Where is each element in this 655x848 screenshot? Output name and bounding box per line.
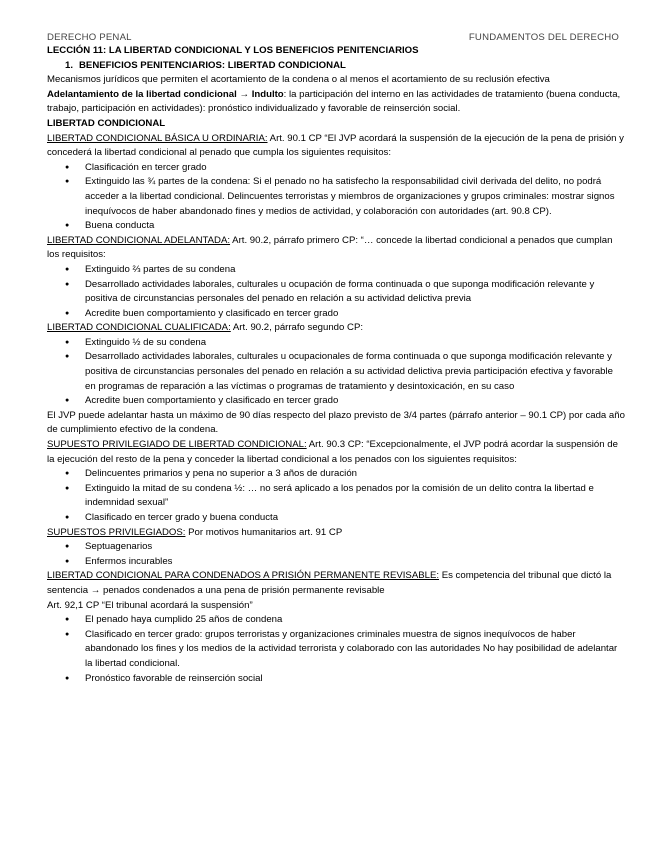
cualificada-label: LIBERTAD CONDICIONAL CUALIFICADA: — [47, 322, 231, 334]
list-item: ● Desarrollado actividades laborales, culturales u ocupación de forma continuada o que suponga modificación relevante y positiva de circunstancias personales del penado en relación a su actividad delictiva previa — [47, 278, 625, 307]
list-item: ● Extinguido ½ de su condena — [47, 336, 625, 351]
list-item: ● Enfermos incurables — [47, 555, 625, 570]
adelantada-paragraph — [47, 234, 625, 263]
adelantamiento-text: : la participación del interno en las actividades de tratamiento (buena conducta, trabajo, participación en actividades): pronóstico individualizado y favorable de reinserción social. — [47, 88, 621, 115]
permanente-article: Art. 92,1 CP “El tribunal acordará la suspensión” — [47, 599, 253, 611]
basica-text: Art. 90.1 CP “El JVP acordará la suspensión de la ejecución de la pena de prisión y concederá la libertad condicional al penado que cumpla los siguientes requisitos: — [47, 132, 624, 159]
list-item: ● Extinguido la mitad de su condena ½: … no será aplicado a los penados por la comisión de un delito contra la libertad e indemnidad sexual” — [47, 482, 625, 511]
list-item: ● Acredite buen comportamiento y clasificado en tercer grado — [47, 394, 625, 409]
adelantamiento-paragraph — [47, 88, 625, 117]
intro-paragraph: Mecanismos jurídicos que permiten el acortamiento de la condena o al menos el acortamiento de su reclusión efectiva — [47, 74, 550, 86]
list-item: ● Clasificado en tercer grado y buena conducta — [47, 511, 625, 526]
list-item: ● Clasificación en tercer grado — [47, 161, 625, 176]
supuesto-list — [47, 467, 625, 525]
adelantada-text: Art. 90.2, párrafo primero CP: “… concede la libertad condicional a penados que cumplan los requisitos: — [47, 234, 613, 261]
adelantada-list — [47, 263, 625, 321]
basica-list — [47, 161, 625, 234]
list-item: ● El penado haya cumplido 25 años de condena — [47, 613, 625, 628]
jvp-note: El JVP puede adelantar hasta un máximo de 90 días respecto del plazo previsto de 3/4 partes (párrafo anterior – 90.1 CP) por cada año de cumplimiento efectivo de la condena. — [47, 409, 625, 436]
section-heading — [47, 59, 625, 74]
supuesto-paragraph — [47, 438, 625, 467]
list-item: ● Acredite buen comportamiento y clasificado en tercer grado — [47, 307, 625, 322]
basica-paragraph — [47, 132, 625, 161]
supuestos-paragraph — [47, 526, 625, 541]
supuestos-text: Por motivos humanitarios art. 91 CP — [185, 526, 343, 538]
list-item: ● Desarrollado actividades laborales, culturales u ocupacionales de forma continuada o que suponga modificación relevante y positiva de circunstancias personales del penado en relación a su actividad delictiva previa participación efectiva y favorable en programas de reparación a las víctimas o programas de tratamiento y desintoxicación, en su caso — [47, 350, 625, 394]
permanente-label: LIBERTAD CONDICIONAL PARA CONDENADOS A PRISIÓN PERMANENTE REVISABLE: — [47, 570, 440, 582]
cualificada-paragraph — [47, 321, 625, 336]
cualificada-list — [47, 336, 625, 409]
adelantada-label: LIBERTAD CONDICIONAL ADELANTADA: — [47, 234, 231, 246]
supuesto-label: SUPUESTO PRIVILEGIADO DE LIBERTAD CONDICIONAL: — [47, 439, 307, 451]
basica-label: LIBERTAD CONDICIONAL BÁSICA U ORDINARIA: — [47, 132, 268, 144]
header-subject: DERECHO PENAL — [47, 32, 132, 43]
permanente-list — [47, 613, 625, 686]
lesson-title: LECCIÓN 11: LA LIBERTAD CONDICIONAL Y LOS BENEFICIOS PENITENCIARIOS — [47, 45, 419, 56]
list-item: ● Delincuentes primarios y pena no superior a 3 años de duración — [47, 467, 625, 482]
cualificada-text: Art. 90.2, párrafo segundo CP: — [230, 322, 364, 334]
list-item: ● Septuagenarios — [47, 540, 625, 555]
supuestos-label: SUPUESTOS PRIVILEGIADOS: — [47, 526, 186, 538]
supuesto-text: Art. 90.3 CP: “Excepcionalmente, el JVP podrá acordar la suspensión de la ejecución del resto de la pena y conceder la libertad condicional a los penados con los siguientes requisitos: — [47, 439, 618, 465]
list-item: ● Buena conducta — [47, 219, 625, 234]
list-item: ● Clasificado en tercer grado: grupos terroristas y organizaciones criminales muestra de signos inequívocos de haber abandonado los fines y los medios de la actividad terrorista y colaborado con las autoridades No hay posibilidad de adelantar la libertad condicional. — [47, 628, 625, 672]
permanente-text: Es competencia del tribunal que dictó la sentencia → penados condenados a una pena de prisión permanente revisable — [47, 570, 612, 596]
list-item: ● Pronóstico favorable de reinserción social — [47, 672, 625, 687]
list-item: ● Extinguido las ¾ partes de la condena: Si el penado no ha satisfecho la responsabilidad civil derivada del delito, no podrá acceder a la libertad condicional. Delincuentes terroristas y miembros de organizaciones y grupos criminales: mostrar signos inequívocos de haber abandonado fines y medios de actividad, y colaboración con autoridades (art. 90.8 CP). — [47, 175, 625, 219]
document-body — [47, 44, 625, 686]
header-course: FUNDAMENTOS DEL DERECHO — [468, 32, 619, 43]
adelantamiento-label: Adelantamiento de la libertad condicional → Indulto — [47, 88, 284, 100]
heading-libertad-condicional: LIBERTAD CONDICIONAL — [47, 117, 166, 129]
list-item: ● Extinguido ⅔ partes de su condena — [47, 263, 625, 278]
supuestos-list — [47, 540, 625, 569]
section-title: BENEFICIOS PENITENCIARIOS: LIBERTAD CONDICIONAL — [79, 59, 346, 71]
section-number: 1. — [65, 59, 74, 71]
permanente-paragraph — [47, 569, 625, 598]
